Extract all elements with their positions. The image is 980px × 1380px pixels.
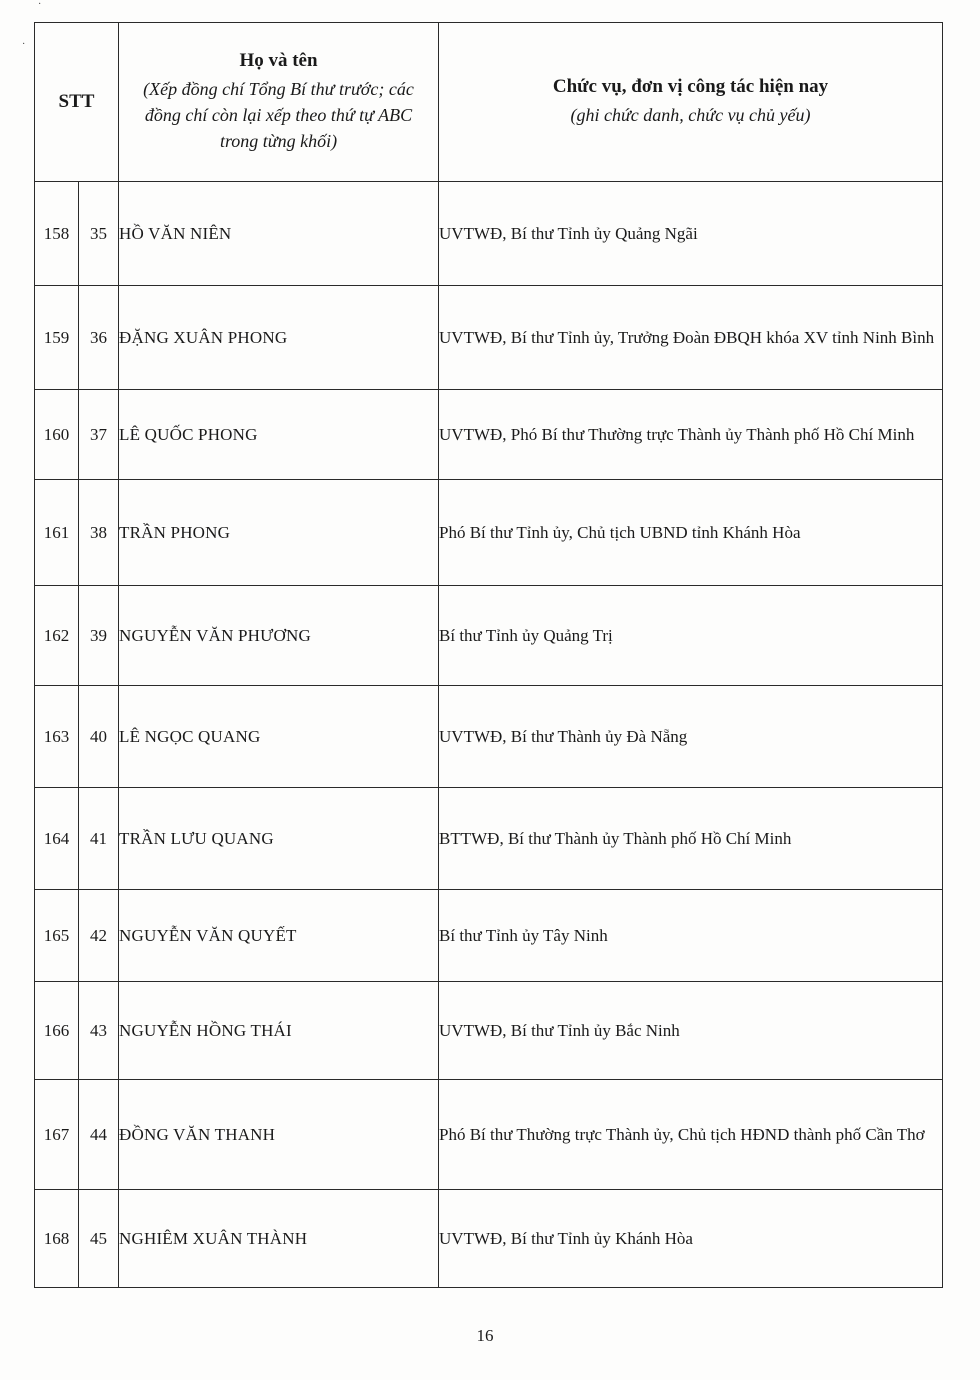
row-index: 165 [35,890,79,982]
row-index: 162 [35,586,79,686]
row-group-index: 45 [79,1190,119,1288]
table-row [35,480,943,586]
row-index: 160 [35,390,79,480]
row-index: 166 [35,982,79,1080]
row-index: 158 [35,182,79,286]
header-name-note: (Xếp đồng chí Tổng Bí thư trước; các đồng chí còn lại xếp theo thứ tự ABC trong từng khối) [143,79,414,151]
row-name: TRẦN LƯU QUANG [119,788,439,890]
row-index: 164 [35,788,79,890]
row-position: UVTWĐ, Bí thư Thành ủy Đà Nẵng [439,686,943,788]
candidate-table [34,22,943,1288]
row-group-index: 35 [79,182,119,286]
row-name: NGUYỄN VĂN PHƯƠNG [119,586,439,686]
table-row [35,182,943,286]
row-name: ĐỒNG VĂN THANH [119,1080,439,1190]
row-group-index: 42 [79,890,119,982]
header-name [119,23,439,182]
row-name: LÊ QUỐC PHONG [119,390,439,480]
row-name: NGUYỄN HỒNG THÁI [119,982,439,1080]
row-name: NGUYỄN VĂN QUYẾT [119,890,439,982]
table-row [35,686,943,788]
header-stt-label: STT [58,91,95,112]
row-group-index: 39 [79,586,119,686]
row-group-index: 40 [79,686,119,788]
row-position: Phó Bí thư Thường trực Thành ủy, Chủ tịch HĐND thành phố Cần Thơ [439,1080,943,1190]
row-index: 163 [35,686,79,788]
table-row [35,982,943,1080]
header-stt [35,23,119,182]
row-position: UVTWĐ, Phó Bí thư Thường trực Thành ủy Thành phố Hồ Chí Minh [439,390,943,480]
row-name: HỒ VĂN NIÊN [119,182,439,286]
row-name: NGHIÊM XUÂN THÀNH [119,1190,439,1288]
row-position: UVTWĐ, Bí thư Tỉnh ủy, Trưởng Đoàn ĐBQH khóa XV tỉnh Ninh Bình [439,286,943,390]
row-name: ĐẶNG XUÂN PHONG [119,286,439,390]
row-group-index: 43 [79,982,119,1080]
row-name: TRẦN PHONG [119,480,439,586]
table-row [35,286,943,390]
row-position: BTTWĐ, Bí thư Thành ủy Thành phố Hồ Chí Minh [439,788,943,890]
row-position: UVTWĐ, Bí thư Tỉnh ủy Bắc Ninh [439,982,943,1080]
row-position: Bí thư Tỉnh ủy Quảng Trị [439,586,943,686]
row-group-index: 38 [79,480,119,586]
scan-speck: · [38,0,42,10]
row-index: 159 [35,286,79,390]
header-position-title: Chức vụ, đơn vị công tác hiện nay [552,76,829,97]
table-row [35,1190,943,1288]
table-row [35,586,943,686]
row-position: UVTWĐ, Bí thư Tỉnh ủy Quảng Ngãi [439,182,943,286]
row-group-index: 41 [79,788,119,890]
table-row [35,1080,943,1190]
header-position-note: (ghi chức danh, chức vụ chủ yếu) [570,105,811,125]
row-position: Phó Bí thư Tỉnh ủy, Chủ tịch UBND tỉnh Khánh Hòa [439,480,943,586]
row-index: 168 [35,1190,79,1288]
table-row [35,390,943,480]
row-name: LÊ NGỌC QUANG [119,686,439,788]
header-position [439,23,943,182]
row-index: 167 [35,1080,79,1190]
row-group-index: 44 [79,1080,119,1190]
row-group-index: 37 [79,390,119,480]
row-index: 161 [35,480,79,586]
table-row [35,788,943,890]
table-row [35,890,943,982]
row-group-index: 36 [79,286,119,390]
page-number: 16 [476,1326,494,1345]
table-header-row [35,23,943,182]
row-position: Bí thư Tỉnh ủy Tây Ninh [439,890,943,982]
header-name-title: Họ và tên [239,50,318,71]
scan-speck: · [22,39,26,50]
row-position: UVTWĐ, Bí thư Tỉnh ủy Khánh Hòa [439,1190,943,1288]
